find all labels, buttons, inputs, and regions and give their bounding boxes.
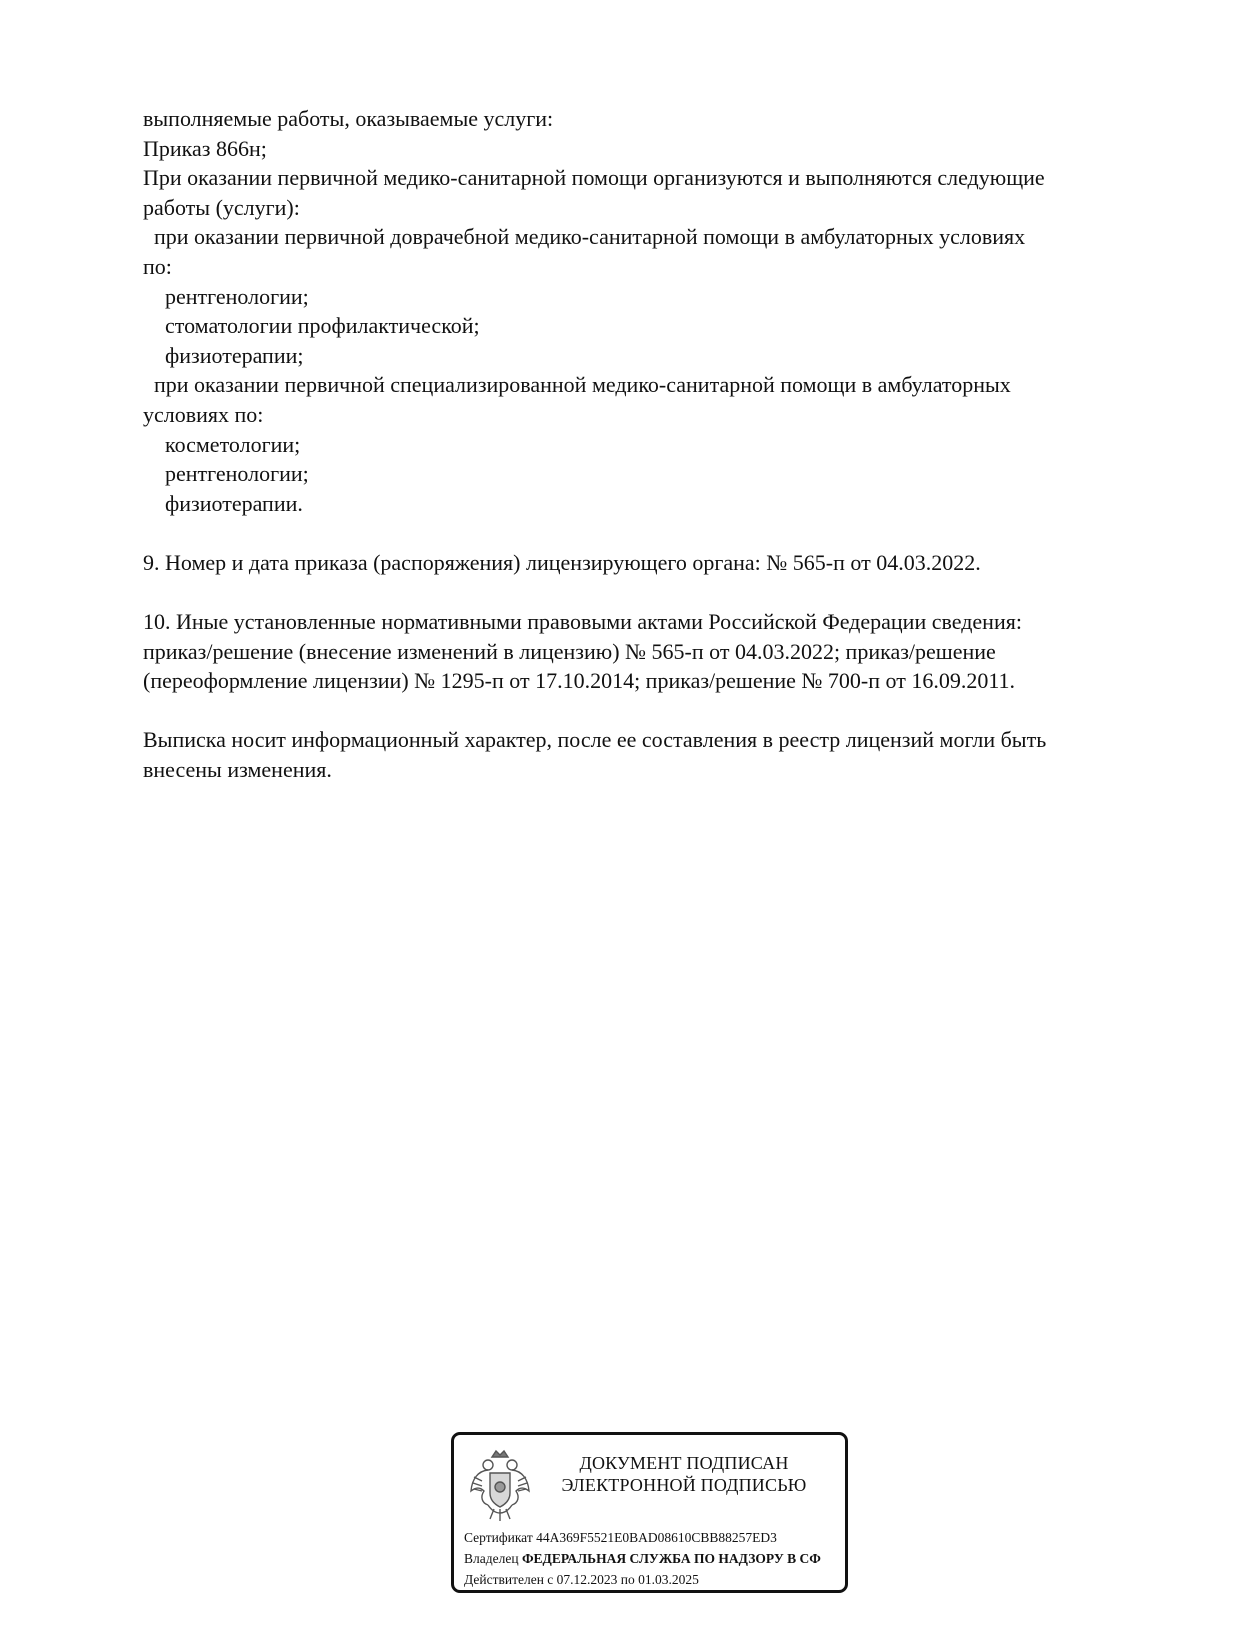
coat-of-arms-icon bbox=[468, 1447, 532, 1523]
stamp-title bbox=[549, 1452, 819, 1496]
stamp-details bbox=[464, 1527, 821, 1590]
text-line: при оказании первичной доврачебной медико-санитарной помощи в амбулаторных условиях bbox=[143, 224, 1026, 250]
item-10-line: 10. Иные установленные нормативными правовыми актами Российской Федерации сведения: bbox=[143, 609, 1022, 635]
text-line: при оказании первичной специализированной медико-санитарной помощи в амбулаторных bbox=[143, 372, 1011, 398]
text-line: При оказании первичной медико-санитарной помощи организуются и выполняются следующие bbox=[143, 165, 1045, 191]
disclaimer-line: Выписка носит информационный характер, после ее составления в реестр лицензий могли быть bbox=[143, 727, 1047, 753]
text-line: рентгенологии; bbox=[143, 461, 309, 487]
text-line: работы (услуги): bbox=[143, 194, 300, 220]
stamp-title-line: ЭЛЕКТРОННОЙ ПОДПИСЬЮ bbox=[561, 1475, 807, 1495]
owner-name: ФЕДЕРАЛЬНАЯ СЛУЖБА ПО НАДЗОРУ В СФ bbox=[521, 1551, 821, 1566]
text-line: выполняемые работы, оказываемые услуги: bbox=[143, 106, 554, 131]
item-9-order: 9. Номер и дата приказа (распоряжения) лицензирующего органа: № 565-п от 04.03.2022. bbox=[143, 549, 981, 575]
validity-period: Действителен с 07.12.2023 по 01.03.2025 bbox=[464, 1572, 699, 1587]
text-line: стоматологии профилактической; bbox=[143, 313, 480, 339]
disclaimer-line: внесены изменения. bbox=[143, 757, 332, 783]
digital-signature-stamp bbox=[451, 1432, 848, 1593]
text-line: рентгенологии; bbox=[143, 283, 309, 309]
text-line: физиотерапии; bbox=[143, 342, 304, 368]
item-10-line: приказ/решение (внесение изменений в лицензию) № 565-п от 04.03.2022; приказ/решение bbox=[143, 638, 996, 664]
item-10-line: (переоформление лицензии) № 1295-п от 17.10.2014; приказ/решение № 700-п от 16.09.2011. bbox=[143, 668, 1016, 694]
text-line: физиотерапии. bbox=[143, 490, 303, 516]
owner-label: Владелец bbox=[464, 1551, 519, 1566]
text-line: косметологии; bbox=[143, 431, 301, 457]
certificate-number: 44A369F5521E0BAD08610CBB88257ED3 bbox=[536, 1530, 777, 1545]
certificate-row bbox=[464, 1527, 821, 1548]
text-line: по: bbox=[143, 253, 172, 279]
owner-row bbox=[464, 1548, 821, 1569]
text-line: условиях по: bbox=[143, 401, 264, 427]
stamp-title-line: ДОКУМЕНТ ПОДПИСАН bbox=[579, 1453, 789, 1473]
document-body bbox=[143, 104, 1143, 785]
certificate-label: Сертификат bbox=[464, 1530, 533, 1545]
text-line: Приказ 866н; bbox=[143, 135, 267, 161]
